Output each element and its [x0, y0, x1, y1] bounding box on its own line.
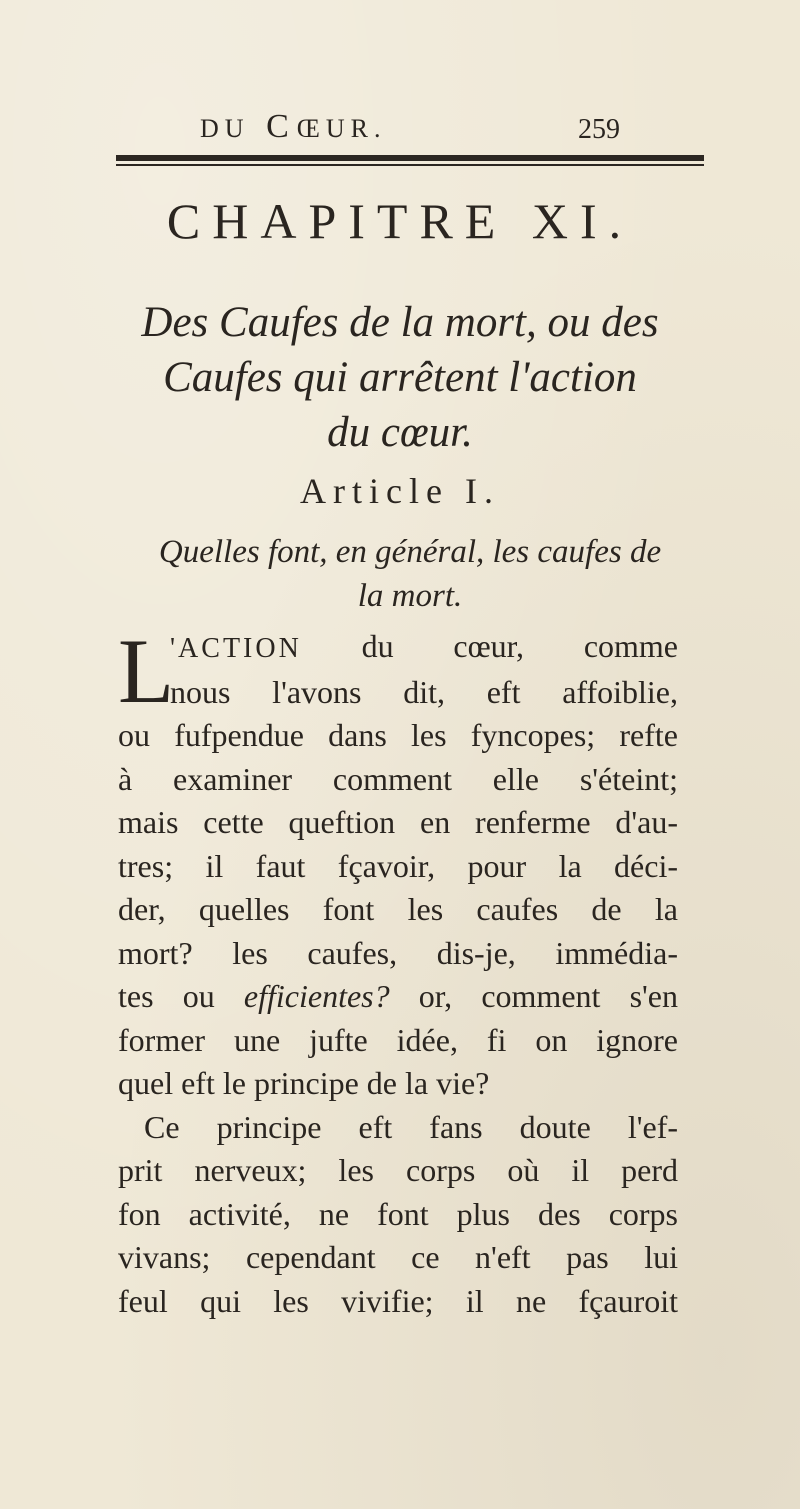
body-line: Ce principe eft fans doute l'ef- — [144, 1108, 678, 1145]
body-line: vivans; cependant ce n'eft pas lui — [118, 1239, 678, 1275]
body-line: former une jufte idée, fi on ignore — [118, 1021, 678, 1058]
body-line: prit nerveux; les corps où il perd — [118, 1152, 678, 1188]
subtitle-line: du cœur. — [327, 409, 473, 456]
body-line-prefix: tes ou — [118, 978, 215, 1014]
running-head — [200, 108, 620, 148]
running-title-prefix: DU — [200, 114, 250, 143]
running-title-rest: ŒUR. — [296, 114, 387, 143]
chapter-title: CHAPITRE XI. — [166, 193, 634, 249]
body-line: à examiner comment elle s'éteint; — [118, 760, 678, 797]
article-subtitle-line: Quelles font, en général, les caufes de — [158, 534, 662, 570]
body-line: feul qui les vivifie; il ne fçauroit — [118, 1282, 678, 1319]
body-line: ou fufpendue dans les fyncopes; refte — [118, 717, 678, 753]
subtitle-line: Caufes qui arrêtent l'action — [163, 354, 637, 401]
body-line: nous l'avons dit, eft affoiblie, — [170, 673, 678, 710]
article-subtitle — [110, 530, 710, 618]
body-text — [118, 620, 679, 1323]
header-rule-thick — [116, 155, 704, 161]
article-title: Article I. — [300, 471, 500, 511]
running-title — [200, 108, 387, 146]
body-line: mort? les caufes, dis-je, immédia- — [118, 934, 678, 971]
drop-cap: L — [118, 620, 175, 722]
body-line: quel eft le principe de la vie? — [118, 1065, 490, 1101]
body-line — [118, 975, 678, 1019]
body-line: tres; il faut fçavoir, pour la déci- — [118, 847, 678, 884]
page-number: 259 — [578, 114, 620, 145]
running-title-main: C — [266, 108, 297, 145]
article-subtitle-line: la mort. — [357, 578, 463, 614]
smallcaps-word: 'ACTION — [170, 633, 302, 664]
italic-word: efficientes? — [243, 978, 390, 1014]
body-line: der, quelles font les caufes de la — [118, 891, 678, 927]
body-line: fon activité, ne font plus des corps — [118, 1195, 678, 1232]
subtitle-line: Des Caufes de la mort, ou des — [141, 299, 659, 346]
body-line: mais cette queftion en renferme d'au- — [118, 804, 678, 840]
body-line-rest: du cœur, comme — [361, 628, 679, 664]
body-line-rest: or, comment s'en — [418, 978, 678, 1014]
header-rule-thin — [116, 164, 704, 166]
chapter-subtitle — [120, 295, 680, 460]
